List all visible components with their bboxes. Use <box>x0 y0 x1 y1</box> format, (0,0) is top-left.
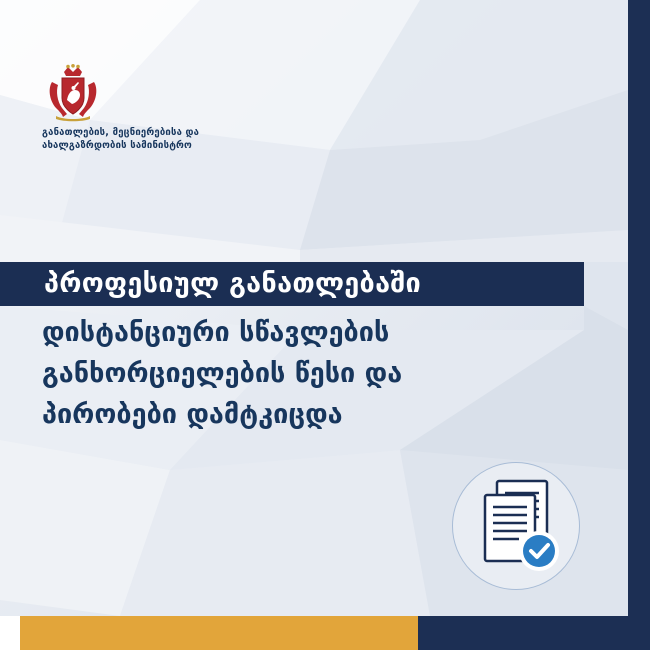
ministry-name-line2: ახალგაზრდობის სამინისტრო <box>42 140 192 151</box>
headline-line2: დისტანციური სწავლების <box>42 317 390 348</box>
ministry-name <box>42 126 342 152</box>
right-edge-strip <box>628 0 650 650</box>
check-circle-icon <box>521 533 557 569</box>
headline-body <box>42 312 602 435</box>
headline-line4: პირობები დამტკიცდა <box>42 399 343 430</box>
georgia-coat-of-arms-icon <box>44 64 102 122</box>
ministry-name-line1: განათლების, მეცნიერებისა და <box>42 127 200 138</box>
bottom-left-notch <box>0 616 20 650</box>
documents-with-check-icon <box>477 479 569 575</box>
headline-line3: განხორციელების წესი და <box>42 358 403 389</box>
headline-band-text: პროფესიულ განათლებაში <box>44 268 422 299</box>
bottom-navy-bar <box>418 616 650 650</box>
poster-header <box>0 0 628 172</box>
